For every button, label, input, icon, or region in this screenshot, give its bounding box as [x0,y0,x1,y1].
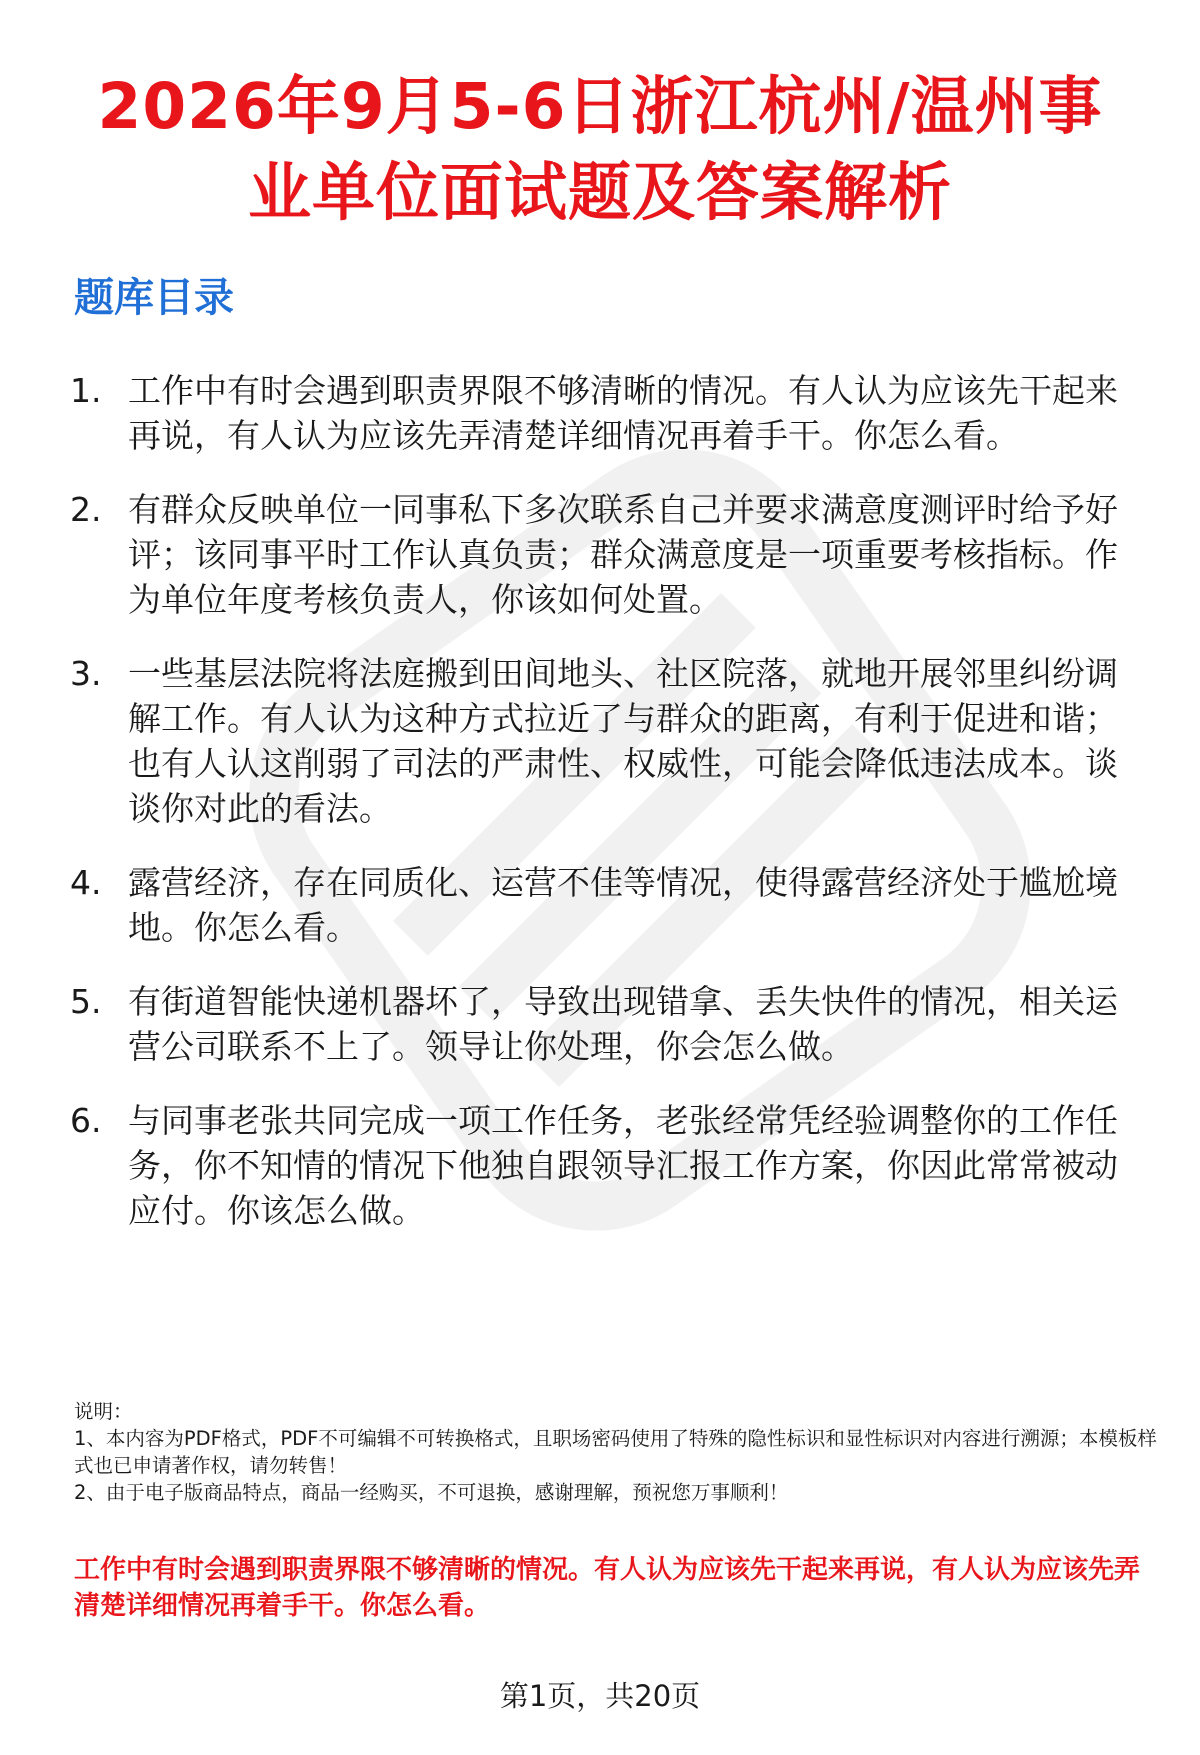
question-number: 5. [70,982,102,1021]
title-line-2: 业单位面试题及答案解析 [248,156,952,229]
question-text: 露营经济，存在同质化、运营不佳等情况，使得露营经济处于尴尬境地。你怎么看。 [128,863,1118,947]
notes-line-1: 1、本内容为PDF格式，PDF不可编辑不可转换格式，且职场密码使用了特殊的隐性标识和显性标识对内容进行溯源；本模板样式也已申请著作权，请勿转售！ [74,1427,1157,1477]
question-number: 1. [70,371,102,410]
notes-section [74,1398,1164,1506]
question-item-4 [70,860,1140,950]
question-text: 与同事老张共同完成一项工作任务，老张经常凭经验调整你的工作任务，你不知情的情况下他独自跟领导汇报工作方案，你因此常常被动应付。你该怎么做。 [128,1101,1118,1230]
sample-question-heading: 工作中有时会遇到职责界限不够清晰的情况。有人认为应该先干起来再说，有人认为应该先弄清楚详细情况再着手干。你怎么看。 [74,1555,1141,1621]
question-text: 一些基层法院将法庭搬到田间地头、社区院落，就地开展邻里纠纷调解工作。有人认为这种方式拉近了与群众的距离，有利于促进和谐；也有人认这削弱了司法的严肃性、权威性，可能会降低违法成本。谈谈你对此的看法。 [128,654,1118,828]
notes-heading: 说明： [74,1400,133,1423]
question-item-2 [70,487,1140,622]
section-heading: 题库目录 [74,275,234,321]
question-number: 6. [70,1101,102,1140]
question-item-1 [70,368,1140,458]
page-indicator: 第1页，共20页 [499,1679,701,1713]
question-item-6 [70,1098,1140,1233]
question-number: 2. [70,490,102,529]
question-list [70,368,1140,1233]
question-text: 有街道智能快递机器坏了，导致出现错拿、丢失快件的情况，相关运营公司联系不上了。领导让你处理，你会怎么做。 [128,982,1118,1066]
notes-line-2: 2、由于电子版商品特点，商品一经购买，不可退换，感谢理解，预祝您万事顺利！ [74,1481,789,1504]
question-item-3 [70,651,1140,831]
question-number: 3. [70,654,102,693]
question-number: 4. [70,863,102,902]
question-text: 有群众反映单位一同事私下多次联系自己并要求满意度测评时给予好评；该同事平时工作认真负责；群众满意度是一项重要考核指标。作为单位年度考核负责人，你该如何处置。 [128,490,1118,619]
question-item-5 [70,979,1140,1069]
title-line-1: 2026年9月5-6日浙江杭州/温州事 [97,70,1103,143]
document-title [60,64,1140,236]
question-text: 工作中有时会遇到职责界限不够清晰的情况。有人认为应该先干起来再说，有人认为应该先弄清楚详细情况再着手干。你怎么看。 [128,371,1118,455]
